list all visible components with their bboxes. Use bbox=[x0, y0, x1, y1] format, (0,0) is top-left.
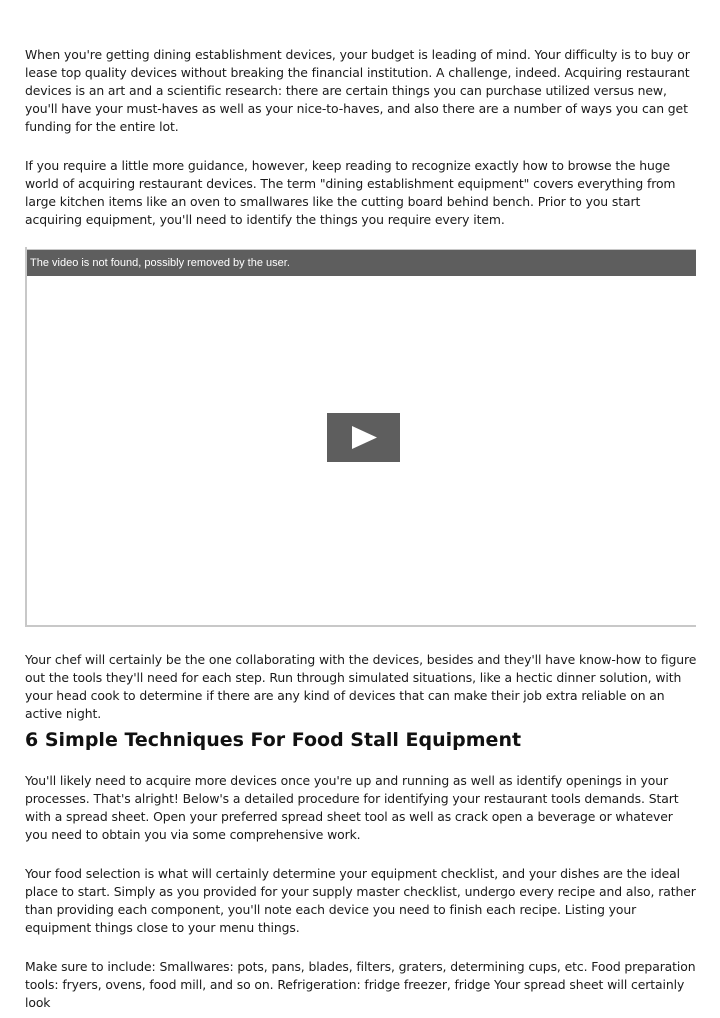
paragraph-include-list: Make sure to include: Smallwares: pots, pans, blades, filters, graters, determining cups, etc. Food preparation tools: fryers, ovens, food mill, and so on. Refrigeration: fridge freezer, fridge Your spread sheet will certainly look bbox=[25, 959, 696, 1010]
paragraph-more-devices: You'll likely need to acquire more devices once you're up and running as well as identify openings in your processes. That's alright! Below's a detailed procedure for identifying your restaurant tools demands. Start with a spread sheet. Open your preferred spread sheet tool as well as crack open a beverage or whatever you need to obtain you via some comprehensive work. bbox=[25, 773, 679, 842]
video-title-bar bbox=[27, 249, 696, 276]
paragraph-chef: Your chef will certainly be the one collaborating with the devices, besides and they'll have know-how to figure out the tools they'll need for each step. Run through simulated situations, like a hectic dinner solution, with your head cook to determine if there are any kind of devices that can make their job extra reliable on an active night. bbox=[25, 652, 697, 721]
paragraph-food-selection: Your food selection is what will certainly determine your equipment checklist, and your dishes are the ideal place to start. Simply as you provided for your supply master checklist, undergo every recipe and also, rather than providing each component, you'll note each device you need to finish each recipe. Listing your equipment things close to your menu things. bbox=[25, 866, 696, 935]
video-embed[interactable] bbox=[25, 247, 696, 627]
play-icon bbox=[327, 413, 400, 462]
paragraph-intro: When you're getting dining establishment devices, your budget is leading of mind. Your difficulty is to buy or lease top quality devices without breaking the financial institution. A challenge, indeed. Acquiring restaurant devices is an art and a scientific research: there are certain things you can purchase utilized versus new, you'll have your must-haves as well as your nice-to-haves, and also there are a number of ways you can get funding for the entire lot. bbox=[25, 47, 690, 134]
section-heading: 6 Simple Techniques For Food Stall Equipment bbox=[25, 729, 522, 751]
video-error-message: The video is not found, possibly removed by the user. bbox=[30, 257, 290, 269]
play-button[interactable] bbox=[327, 413, 400, 462]
paragraph-guidance: If you require a little more guidance, however, keep reading to recognize exactly how to browse the huge world of acquiring restaurant devices. The term "dining establishment equipment" covers everything from large kitchen items like an oven to smallwares like the cutting board behind bench. Prior to you start acquiring equipment, you'll need to identify the things you require every item. bbox=[25, 158, 676, 227]
